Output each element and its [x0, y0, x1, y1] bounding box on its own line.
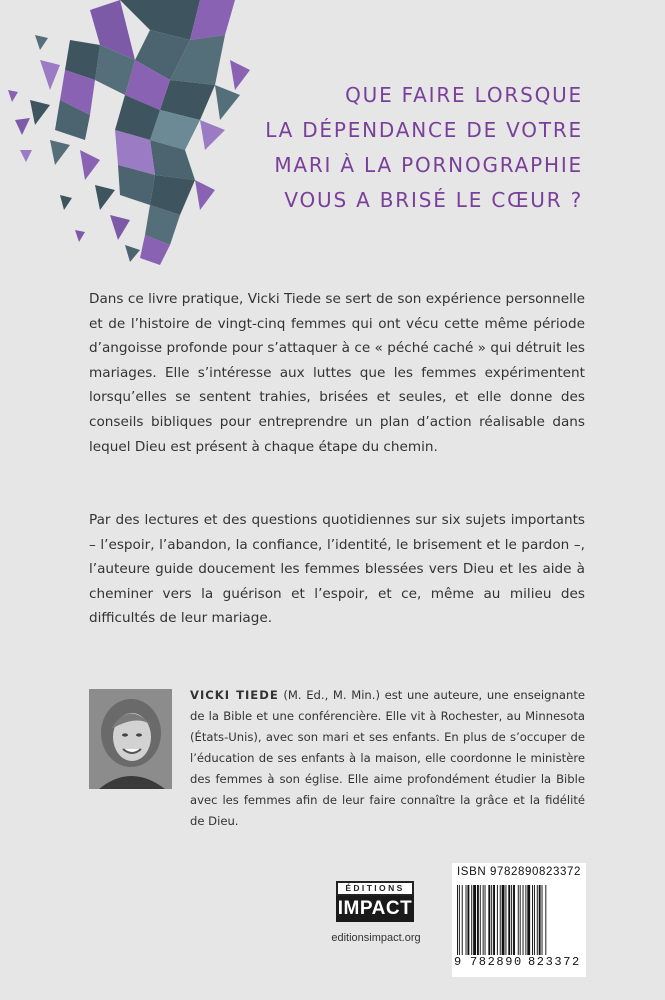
author-bio [190, 685, 585, 832]
headline-line-1: QUE FAIRE LORSQUE [345, 83, 583, 107]
author-name: VICKI TIEDE [190, 688, 279, 702]
publisher-website: editionsimpact.org [331, 932, 421, 944]
barcode-bars [457, 885, 581, 955]
barcode-digits-right: 823372 [528, 955, 581, 969]
isbn-barcode [452, 863, 586, 977]
publisher-logo [336, 881, 414, 923]
author-photo [89, 689, 172, 789]
headline [265, 78, 583, 218]
headline-line-3: MARI À LA PORNOGRAPHIE [274, 153, 583, 177]
headline-line-4: VOUS A BRISÉ LE CŒUR ? [284, 188, 583, 212]
logo-editions: ÉDITIONS [336, 881, 414, 896]
description-paragraph-2: Par des lectures et des questions quotidiennes sur six sujets importants – l’espoir, l’abandon, la confiance, l’identité, le brisement et le pardon –, l’auteure guide doucement les femmes blessées vers Dieu et les aide à cheminer vers la guérison et l’espoir, et ce, même au milieu des difficultés de leur mariage. [89, 512, 585, 627]
shattered-face-illustration [0, 0, 260, 270]
barcode-digits-left: 782890 [470, 955, 523, 969]
barcode-digit-first: 9 [454, 955, 462, 969]
logo-impact: IMPACT [336, 896, 414, 922]
description-paragraph-1: Dans ce livre pratique, Vicki Tiede se sert de son expérience personnelle et de l’histoire de vingt-cinq femmes qui ont vécu cette même période d’angoisse profonde pour s’attaquer à ce « péché caché » qui détruit les mariages. Elle s’intéresse aux luttes que les femmes expérimentent lorsqu’elles se sentent trahies, brisées et seules, et elle donne des conseils bibliques pour entreprendre un plan d’action réalisable dans lequel Dieu est présent à chaque étape du chemin. [89, 291, 585, 455]
isbn-label: ISBN 9782890823372 [457, 866, 581, 878]
author-bio-text: (M. Ed., M. Min.) est une auteure, une enseignante de la Bible et une conférencière. Elle vit à Rochester, au Minnesota (États-Unis), avec son mari et ses enfants. En plus de s’occuper de l’éducation de ses enfants à la maison, elle coordonne le ministère des femmes à son église. Elle aime profondément étudier la Bible avec les femmes afin de leur faire connaître la grâce et la fidélité de Dieu. [190, 688, 585, 828]
headline-line-2: LA DÉPENDANCE DE VOTRE [265, 118, 583, 142]
